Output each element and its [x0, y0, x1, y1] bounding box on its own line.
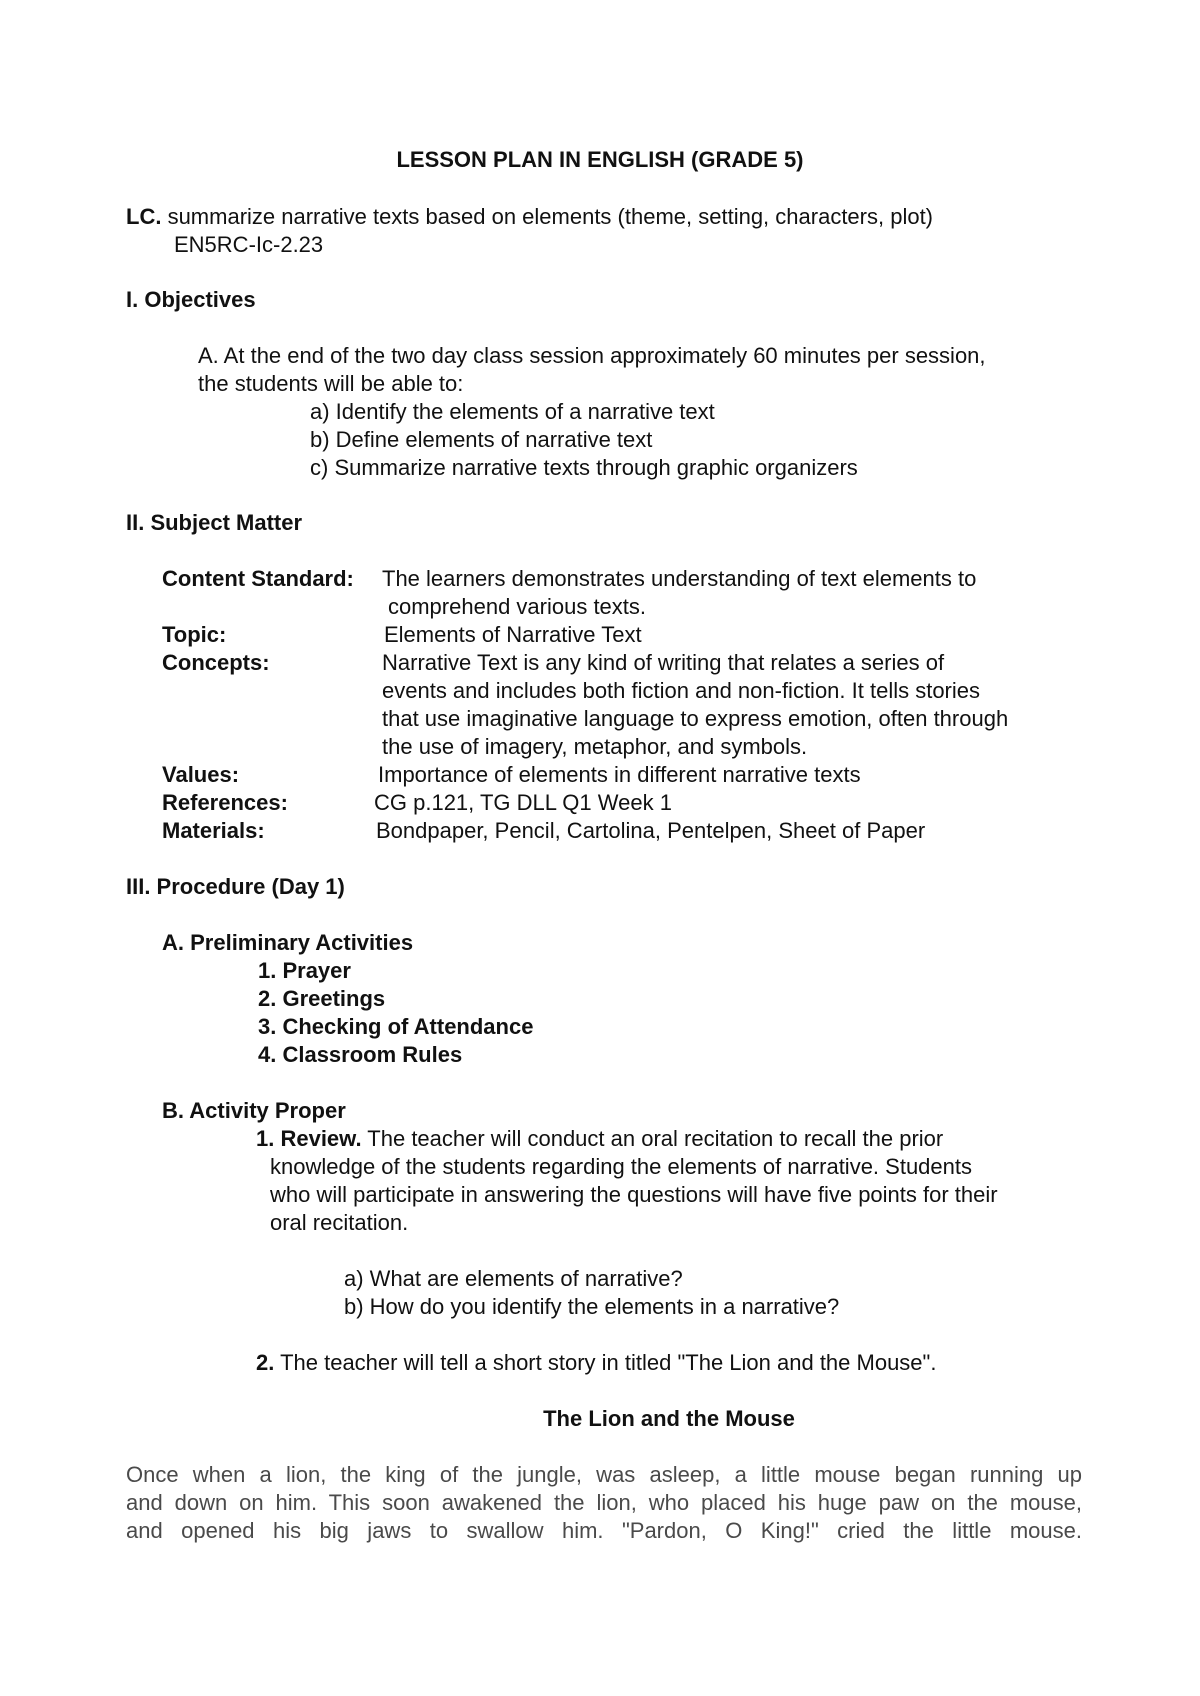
activity-proper-heading: B. Activity Proper	[162, 1098, 346, 1123]
review-text: The teacher will conduct an oral recitation to recall the prior	[361, 1126, 944, 1151]
review-text-cont: oral recitation.	[270, 1210, 409, 1235]
topic-label: Topic:	[162, 622, 227, 647]
concepts-value-cont: events and includes both fiction and non-fiction. It tells stories	[382, 678, 981, 703]
materials-value: Bondpaper, Pencil, Cartolina, Pentelpen, Sheet of Paper	[376, 818, 926, 843]
objective-item: a) Identify the elements of a narrative text	[310, 399, 715, 424]
content-standard-value-cont: comprehend various texts.	[388, 594, 647, 619]
objective-item: c) Summarize narrative texts through graphic organizers	[310, 455, 858, 480]
content-standard-label: Content Standard:	[162, 566, 354, 591]
topic-value: Elements of Narrative Text	[384, 622, 642, 647]
story-title: The Lion and the Mouse	[543, 1406, 795, 1431]
lc-code: EN5RC-Ic-2.23	[174, 232, 324, 257]
story-step	[256, 1349, 936, 1377]
objectives-heading: I. Objectives	[126, 287, 256, 312]
concepts-value: Narrative Text is any kind of writing that relates a series of	[382, 650, 945, 675]
review-step	[256, 1125, 943, 1153]
preliminary-item: 3. Checking of Attendance	[258, 1014, 534, 1039]
page-title: LESSON PLAN IN ENGLISH (GRADE 5)	[396, 147, 804, 172]
concepts-value-cont: the use of imagery, metaphor, and symbols.	[382, 734, 808, 759]
concepts-label: Concepts:	[162, 650, 270, 675]
preliminary-item: 4. Classroom Rules	[258, 1042, 463, 1067]
story-step-label: 2.	[256, 1350, 275, 1375]
references-label: References:	[162, 790, 288, 815]
lc-label: LC.	[126, 204, 162, 229]
review-text-cont: who will participate in answering the questions will have five points for their	[270, 1182, 998, 1207]
values-value: Importance of elements in different narrative texts	[378, 762, 861, 787]
values-label: Values:	[162, 762, 240, 787]
objectives-intro-cont: the students will be able to:	[198, 371, 464, 396]
story-step-text: The teacher will tell a short story in titled "The Lion and the Mouse".	[274, 1350, 937, 1375]
subject-matter-heading: II. Subject Matter	[126, 510, 303, 535]
preliminary-item: 1. Prayer	[258, 958, 351, 983]
lc-text: summarize narrative texts based on elements (theme, setting, characters, plot)	[161, 204, 934, 229]
concepts-value-cont: that use imaginative language to express emotion, often through	[382, 706, 1009, 731]
preliminary-heading: A. Preliminary Activities	[162, 930, 414, 955]
review-text-cont: knowledge of the students regarding the elements of narrative. Students	[270, 1154, 972, 1179]
story-paragraph-line: and down on him. This soon awakened the lion, who placed his huge paw on the mouse,	[126, 1490, 1082, 1515]
learning-competency	[126, 203, 933, 231]
objectives-intro: A. At the end of the two day class session approximately 60 minutes per session,	[198, 343, 986, 368]
references-value: CG p.121, TG DLL Q1 Week 1	[374, 790, 672, 815]
objective-item: b) Define elements of narrative text	[310, 427, 653, 452]
review-label: 1. Review.	[256, 1126, 362, 1151]
procedure-heading: III. Procedure (Day 1)	[126, 874, 345, 899]
story-paragraph-line: and opened his big jaws to swallow him. "Pardon, O King!" cried the little mouse.	[126, 1518, 1082, 1543]
materials-label: Materials:	[162, 818, 265, 843]
review-question: a) What are elements of narrative?	[344, 1266, 683, 1291]
preliminary-item: 2. Greetings	[258, 986, 386, 1011]
content-standard-value: The learners demonstrates understanding of text elements to	[382, 566, 977, 591]
review-question: b) How do you identify the elements in a narrative?	[344, 1294, 840, 1319]
story-paragraph-line: Once when a lion, the king of the jungle, was asleep, a little mouse began running up	[126, 1462, 1082, 1487]
